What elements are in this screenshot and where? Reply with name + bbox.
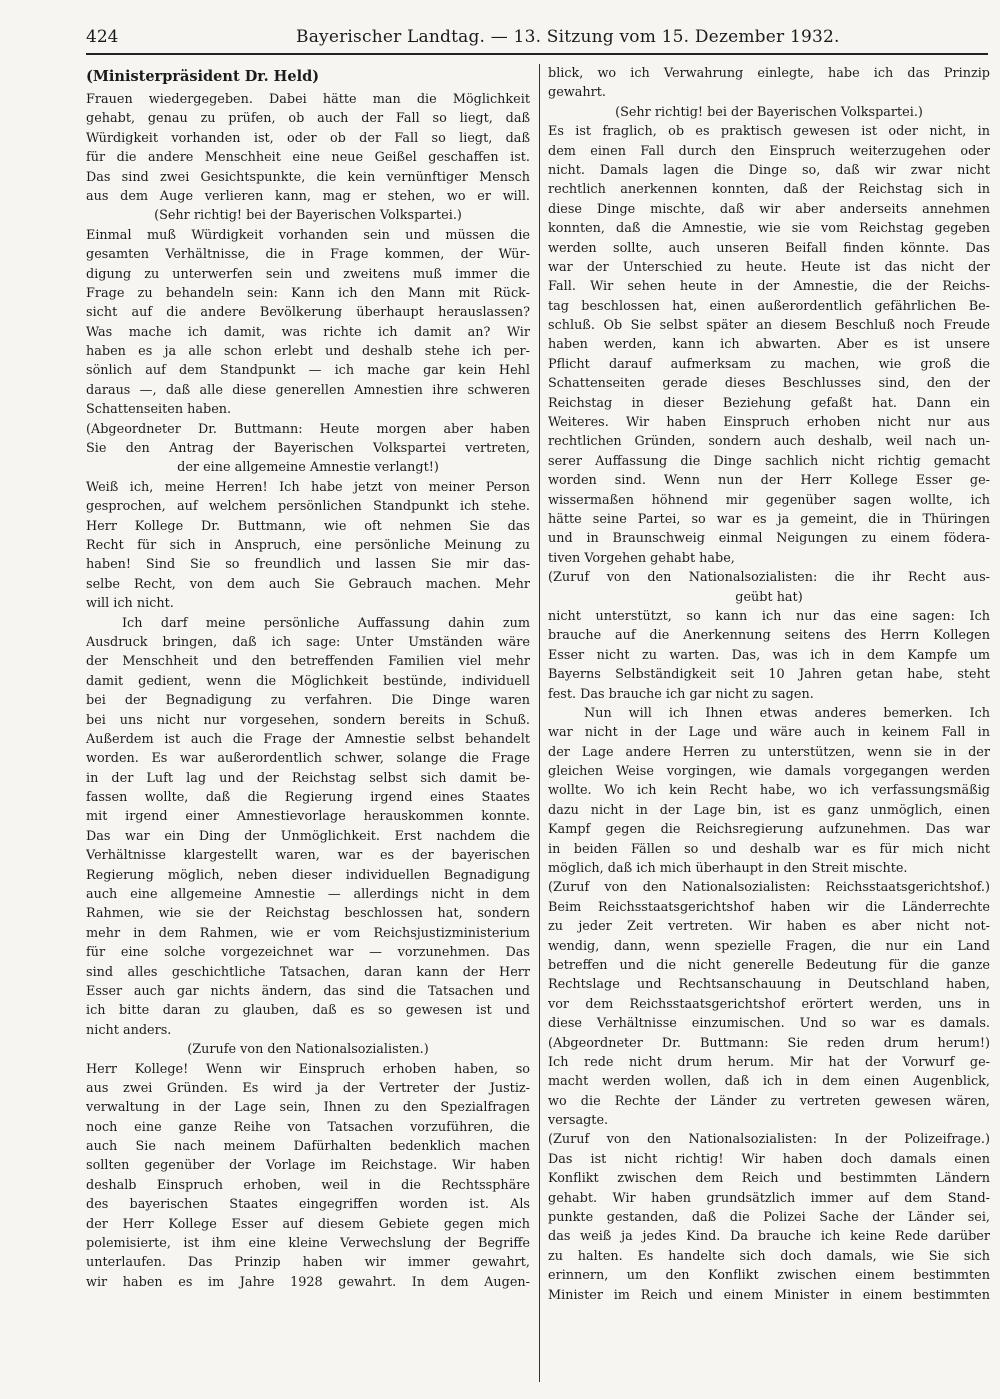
- text-line: (Zurufe von den Nationalsozialisten.): [187, 1042, 429, 1058]
- text-line: polemisierte, ist ihm eine kleine Verwechslung der Begriffe: [86, 1236, 530, 1252]
- text-line: serer Auffassung die Dinge sachlich nicht richtig gemacht: [548, 453, 990, 469]
- text-line: sind alles geschichtliche Tatsachen, daran kann der Herr: [86, 964, 530, 980]
- text-line: tag beschlossen hat, einen außerordentlich gefährlichen Be-: [548, 298, 990, 314]
- text-line: Minister im Reich und einem Minister in einem bestimmten: [548, 1287, 990, 1303]
- text-line: schluß. Ob Sie selbst später an diesem Beschluß noch Freude: [548, 318, 990, 334]
- text-line: fest. Das brauche ich gar nicht zu sagen.: [548, 686, 814, 702]
- text-line: Esser auch gar nichts ändern, das sind die Tatsachen und: [86, 983, 530, 999]
- text-line: punkte gestanden, daß die Polizei Sache der Länder sei,: [548, 1210, 990, 1226]
- text-line: erinnern, um den Konflikt zwischen einem bestimmten: [548, 1268, 990, 1284]
- text-line: zu jeder Zeit vertreten. Wir haben es aber nicht not-: [548, 919, 990, 935]
- text-line: nicht unterstützt, so kann ich nur das eine sagen: Ich: [548, 608, 990, 624]
- text-line: diese Verhältnisse einzumischen. Und so war es damals.: [548, 1016, 990, 1032]
- text-line: (Abgeordneter Dr. Buttmann: Heute morgen aber haben: [86, 421, 530, 437]
- text-line: auch Sie nach meinem Dafürhalten bedenklich machen: [86, 1139, 530, 1155]
- text-line: Reichstag in dieser Beziehung gefaßt hat. Dann ein: [548, 395, 990, 411]
- text-line: gesamten Verhältnisse, die in Frage kommen, der Wür-: [86, 247, 530, 263]
- text-line: mit irgend einer Amnestievorlage herauskommen konnte.: [86, 809, 530, 825]
- text-line: der Menschheit und den betreffenden Familien viel mehr: [86, 654, 530, 670]
- text-line: Herr Kollege Dr. Buttmann, wie oft nehmen Sie das: [86, 518, 530, 534]
- text-line: worden sind. Wenn nun der Herr Kollege Esser ge-: [548, 473, 990, 489]
- text-line: tiven Vorgehen gehabt habe,: [548, 550, 735, 566]
- text-line: geübt hat): [735, 589, 803, 605]
- header-rule: [86, 53, 988, 55]
- text-line: wissermaßen höhnend mir gegenüber sagen wollte, ich: [548, 492, 990, 508]
- text-line: haben werden, kann ich abwarten. Aber es ist unsere: [548, 337, 990, 353]
- text-line: gesprochen, auf welchem persönlichen Standpunkt ich stehe.: [86, 499, 530, 515]
- text-line: Das sind zwei Gesichtspunkte, die kein vernünftiger Mensch: [86, 169, 530, 185]
- text-line: Ich rede nicht drum herum. Mir hat der Vorwurf ge-: [548, 1054, 990, 1070]
- text-line: damit gedient, wenn die Möglichkeit bestünde, individuell: [86, 673, 530, 689]
- text-line: Bayerns Selbständigkeit seit 10 Jahren getan habe, steht: [548, 667, 990, 683]
- text-line: Rahmen, wie sie der Reichstag beschlossen hat, sondern: [86, 906, 530, 922]
- text-line: Das war ein Ding der Unmöglichkeit. Erst nachdem die: [86, 828, 530, 844]
- text-line: konnten, daß die Amnestie, wie sie vom Reichstag gegeben: [548, 221, 990, 237]
- text-line: bei der Begnadigung zu verfahren. Die Dinge waren: [86, 693, 530, 709]
- left-column: [86, 64, 530, 1292]
- text-line: (Zuruf von den Nationalsozialisten: die ihr Recht aus-: [548, 570, 990, 586]
- text-line: nicht. Damals lagen die Dinge so, daß wir zwar nicht: [548, 162, 990, 178]
- text-line: deshalb Einspruch erhoben, weil in die Rechtssphäre: [86, 1177, 530, 1193]
- text-line: der Lage andere Herren zu unterstützen, wenn sie in der: [548, 744, 990, 760]
- text-line: ich bitte daran zu glauben, daß es so gewesen ist und: [86, 1003, 530, 1019]
- text-line: gehabt, genau zu prüfen, ob auch der Fall so liegt, daß: [86, 111, 530, 127]
- text-line: (Sehr richtig! bei der Bayerischen Volkspartei.): [154, 208, 462, 224]
- text-line: der Herr Kollege Esser auf diesem Gebiete gegen mich: [86, 1216, 530, 1232]
- text-line: Esser nicht zu warten. Das, was ich in dem Kampfe um: [548, 647, 990, 663]
- text-line: Weiß ich, meine Herren! Ich habe jetzt von meiner Person: [86, 479, 530, 495]
- text-line: Das ist nicht richtig! Wir haben doch damals einen: [548, 1151, 990, 1167]
- text-line: dazu nicht in der Lage bin, ist es ganz unmöglich, einen: [548, 802, 990, 818]
- text-line: sönlich auf dem Standpunkt — ich mache gar kein Hehl: [86, 363, 530, 379]
- text-line: betreffen und die nicht generelle Bedeutung für die ganze: [548, 957, 990, 973]
- text-line: Sie den Antrag der Bayerischen Volkspartei vertreten,: [86, 441, 530, 457]
- text-line: Außerdem ist auch die Frage der Amnestie selbst behandelt: [86, 731, 530, 747]
- text-line: wo die Rechte der Länder zu vertreten gewesen wären,: [548, 1093, 990, 1109]
- text-line: möglich, daß ich mich überhaupt in den Streit mischte.: [548, 861, 908, 877]
- text-line: verwaltung in der Lage sein, Ihnen zu den Spezialfragen: [86, 1100, 530, 1116]
- text-line: Rechtslage und Rechtsanschauung in Deutschland haben,: [548, 977, 990, 993]
- right-column: [548, 64, 990, 1305]
- text-line: rechtlich anerkennen konnten, daß der Reichstag sich in: [548, 182, 990, 198]
- page-header: [86, 26, 990, 50]
- text-line: und in Braunschweig einmal Neigungen zu einem födera-: [548, 531, 990, 547]
- text-line: sicht auf die andere Bevölkerung überhaupt herauslassen?: [86, 305, 530, 321]
- text-line: Weiteres. Wir haben Einspruch erhoben nicht nur aus: [548, 415, 990, 431]
- text-line: Frage zu behandeln sein: Kann ich den Mann mit Rück-: [86, 285, 530, 301]
- text-line: (Zuruf von den Nationalsozialisten: In der Polizeifrage.): [548, 1132, 990, 1148]
- text-line: (Abgeordneter Dr. Buttmann: Sie reden drum herum!): [548, 1035, 990, 1051]
- text-line: wollte. Wo ich kein Recht habe, wo ich verfassungsmäßig: [548, 783, 990, 799]
- text-line: digung zu unterwerfen sein und zweitens muß immer die: [86, 266, 530, 282]
- text-line: für eine solche vorgezeichnet war — vorzunehmen. Das: [86, 945, 530, 961]
- text-line: zu halten. Es handelte sich doch damals, wie Sie sich: [548, 1248, 990, 1264]
- text-line: wir haben es im Jahre 1928 gewahrt. In dem Augen-: [86, 1274, 530, 1290]
- text-line: gehabt. Wir haben grundsätzlich immer auf dem Stand-: [548, 1190, 990, 1206]
- text-line: Schattenseiten haben.: [86, 402, 232, 418]
- text-line: rechtlichen Gründen, sondern auch deshalb, weil nach un-: [548, 434, 990, 450]
- text-line: auch eine allgemeine Amnestie — allerdings nicht in dem: [86, 887, 530, 903]
- text-line: Würdigkeit vorhanden ist, oder ob der Fall so liegt, daß: [86, 130, 530, 146]
- text-line: Regierung möglich, neben dieser individuellen Begnadigung: [86, 867, 530, 883]
- text-line: brauche auf die Anerkennung seitens des Herrn Kollegen: [548, 628, 990, 644]
- text-line: in der Luft lag und der Reichstag selbst sich damit be-: [86, 770, 530, 786]
- text-line: macht werden wollen, daß ich in dem einen Augenblick,: [548, 1074, 990, 1090]
- text-line: worden. Es war außerordentlich schwer, solange die Frage: [86, 751, 530, 767]
- text-line: daraus —, daß alle diese generellen Amnestien ihre schweren: [86, 382, 530, 398]
- text-line: noch eine ganze Reihe von Tatsachen vorzuführen, die: [86, 1119, 530, 1135]
- text-line: Frauen wiedergegeben. Dabei hätte man die Möglichkeit: [86, 92, 530, 107]
- text-line: Einmal muß Würdigkeit vorhanden sein und müssen die: [86, 227, 530, 243]
- text-line: Herr Kollege! Wenn wir Einspruch erhoben haben, so: [86, 1061, 530, 1077]
- text-line: haben! Sind Sie so freundlich und lassen Sie mir das-: [86, 557, 530, 573]
- text-line: Konflikt zwischen dem Reich und bestimmten Ländern: [548, 1171, 990, 1187]
- text-line: vor dem Reichsstaatsgerichtshof erörtert werden, uns in: [548, 996, 990, 1012]
- page-title: Bayerischer Landtag. — 13. Sitzung vom 15. Dezember 1932.: [296, 27, 840, 47]
- column-divider: [539, 64, 540, 1382]
- text-line: nicht anders.: [86, 1022, 172, 1038]
- text-line: diese Dinge mischte, daß wir aber anderseits annehmen: [548, 201, 990, 217]
- text-line: wendig, dann, wenn spezielle Fragen, die nur ein Land: [548, 938, 990, 954]
- text-line: sollten gegenüber der Vorlage im Reichstage. Wir haben: [86, 1158, 530, 1174]
- text-line: bei uns nicht nur vorgesehen, sondern bereits in Schuß.: [86, 712, 530, 728]
- text-line: der eine allgemeine Amnestie verlangt!): [177, 460, 439, 476]
- text-line: Es ist fraglich, ob es praktisch gewesen ist oder nicht, in: [548, 124, 990, 140]
- text-line: blick, wo ich Verwahrung einlegte, habe ich das Prinzip: [548, 66, 990, 81]
- text-line: versagte.: [548, 1113, 609, 1129]
- text-line: fassen wollte, daß die Regierung irgend eines Staates: [86, 790, 530, 806]
- text-line: werden sollte, auch unseren Beifall finden könnte. Das: [548, 240, 990, 256]
- text-line: Nun will ich Ihnen etwas anderes bemerken. Ich: [584, 705, 990, 721]
- text-line: Ich darf meine persönliche Auffassung dahin zum: [122, 615, 530, 631]
- text-line: (Ministerpräsident Dr. Held): [86, 68, 320, 85]
- text-line: selbe Recht, von dem auch Sie Gebrauch machen. Mehr: [86, 576, 530, 592]
- text-line: des bayerischen Staates eingegriffen worden ist. Als: [86, 1197, 530, 1213]
- text-line: Pflicht darauf aufmerksam zu machen, wie groß die: [548, 356, 990, 372]
- text-line: hätte seine Partei, so war es ja gemeint, die in Thüringen: [548, 511, 990, 527]
- text-line: (Sehr richtig! bei der Bayerischen Volkspartei.): [615, 104, 923, 120]
- text-line: Was mache ich damit, was richte ich damit an? Wir: [86, 324, 530, 340]
- text-line: gleichen Weise vorgingen, wie damals vorgegangen werden: [548, 764, 990, 780]
- text-line: in beiden Fällen so und deshalb war es für mich nicht: [548, 841, 990, 857]
- text-line: für die andere Menschheit eine neue Geißel geschaffen ist.: [86, 150, 530, 166]
- text-line: Recht für sich in Anspruch, eine persönliche Meinung zu: [86, 537, 530, 553]
- text-line: aus zwei Gründen. Es wird ja der Vertreter der Justiz-: [86, 1080, 530, 1096]
- text-line: Schattenseiten gerade dieses Beschlusses sind, den der: [548, 376, 990, 392]
- page-number: 424: [86, 27, 119, 47]
- text-line: will ich nicht.: [86, 596, 174, 612]
- text-line: Beim Reichsstaatsgerichtshof haben wir die Länderrechte: [548, 899, 990, 915]
- text-line: unterlaufen. Das Prinzip haben wir immer gewahrt,: [86, 1255, 530, 1271]
- text-line: mehr in dem Rahmen, wie er vom Reichsjustizministerium: [86, 925, 530, 941]
- text-line: Fall. Wir sehen heute in der Amnestie, die der Reichs-: [548, 279, 990, 295]
- text-line: war der Unterschied zu heute. Heute ist das nicht der: [548, 259, 990, 275]
- text-line: dem einen Fall durch den Einspruch weiterzugehen oder: [548, 143, 990, 159]
- text-line: Kampf gegen die Reichsregierung aufzunehmen. Das war: [548, 822, 990, 838]
- text-line: Ausdruck bringen, daß ich sage: Unter Umständen wäre: [86, 634, 530, 650]
- text-line: Verhältnisse klargestellt waren, war es der bayerischen: [86, 848, 530, 864]
- text-line: das weiß ja jedes Kind. Da brauche ich keine Rede darüber: [548, 1229, 990, 1245]
- text-line: gewahrt.: [548, 85, 606, 101]
- text-line: aus dem Auge verlieren kann, mag er stehen, wo er will.: [86, 188, 530, 204]
- text-line: war nicht in der Lage und wäre auch in keinem Fall in: [548, 725, 990, 741]
- text-line: (Zuruf von den Nationalsozialisten: Reichsstaatsgerichtshof.): [548, 880, 990, 896]
- text-line: haben es ja alle schon erlebt und deshalb stehe ich per-: [86, 344, 530, 360]
